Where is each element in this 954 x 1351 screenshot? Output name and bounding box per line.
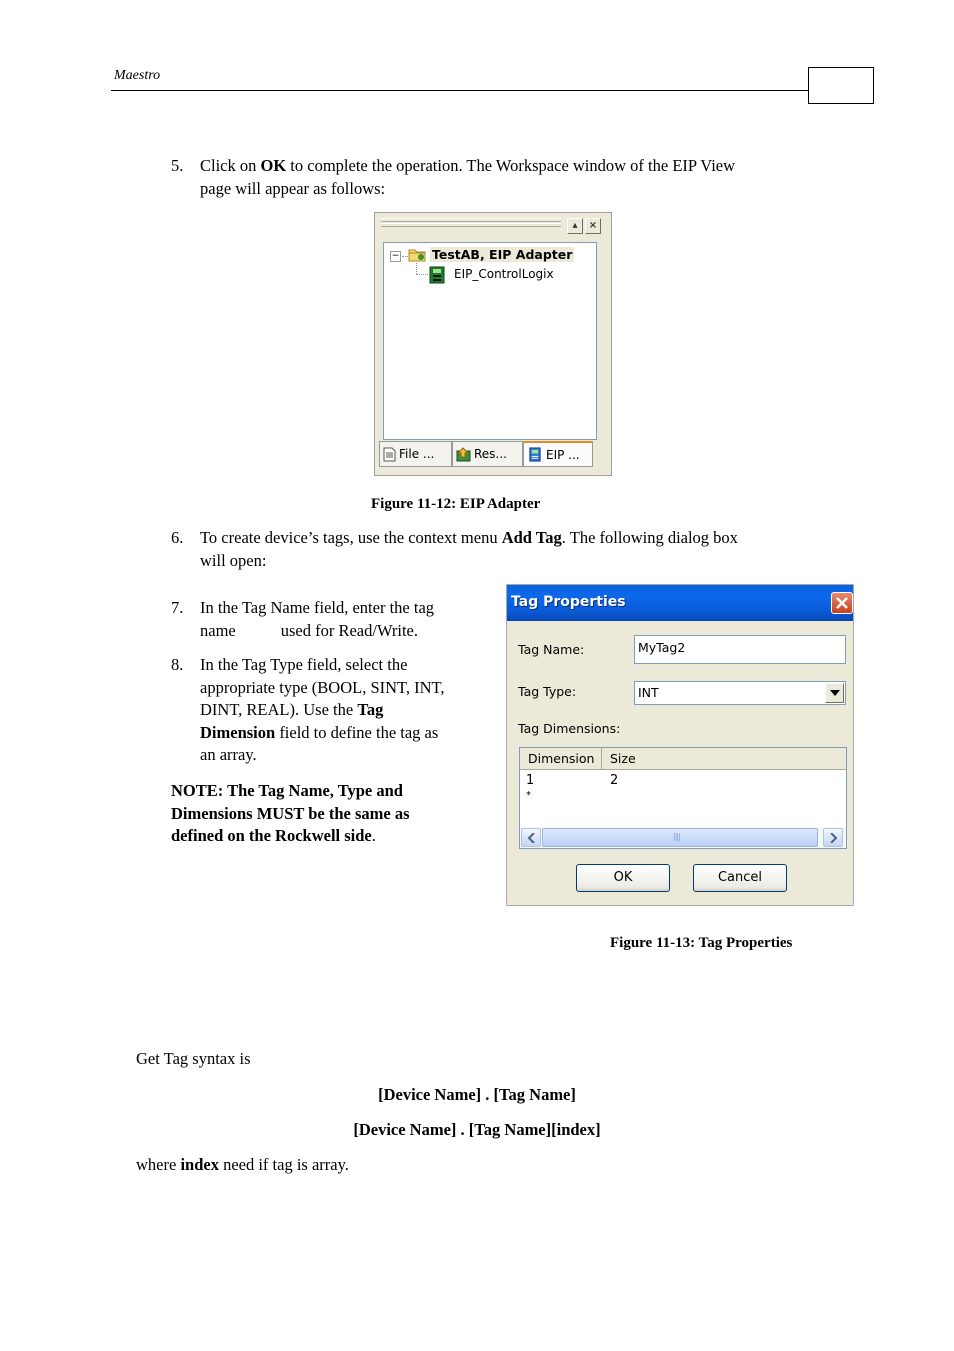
close-button[interactable]: × xyxy=(585,218,601,234)
step-number: 5. xyxy=(171,156,184,175)
figure-caption: Figure 11-12: EIP Adapter xyxy=(371,496,541,512)
scroll-left-button[interactable] xyxy=(521,828,541,847)
grid-header-dimension[interactable]: Dimension xyxy=(520,748,602,770)
collapse-toggle[interactable]: − xyxy=(391,251,400,261)
chevron-right-icon xyxy=(830,833,838,843)
step-6 xyxy=(171,527,183,550)
resources-icon xyxy=(456,447,471,462)
dialog-close-button[interactable] xyxy=(831,592,853,614)
step-text: page will appear as follows: xyxy=(200,178,386,198)
tag-type-label: Tag Type: xyxy=(518,684,577,699)
add-tag-emphasis: Add Tag xyxy=(501,528,562,547)
tab-resources[interactable] xyxy=(452,441,523,467)
tree-child-label[interactable]: EIP_ControlLogix xyxy=(454,267,554,281)
syntax-form-1: [Device Name] . [Tag Name] xyxy=(378,1085,576,1104)
scroll-thumb[interactable] xyxy=(542,828,818,847)
step-text: used for Read/Write. xyxy=(280,620,418,640)
step-text: name xyxy=(200,620,236,640)
tab-file[interactable] xyxy=(379,441,452,467)
note-text: NOTE: The Tag Name, Type and xyxy=(171,781,403,800)
scroll-right-button[interactable] xyxy=(823,828,843,847)
tree-root-label[interactable]: TestAB, EIP Adapter xyxy=(432,247,573,262)
step-number: 8. xyxy=(171,655,184,674)
dimension-emphasis: Dimension xyxy=(200,722,276,742)
tag-emphasis: Tag xyxy=(357,700,384,719)
note-text: Dimensions MUST be the same as xyxy=(171,803,410,823)
step-7 xyxy=(171,597,183,620)
header-rule xyxy=(111,90,809,91)
step-text: Click on xyxy=(200,156,261,175)
chevron-down-icon xyxy=(830,690,840,696)
workspace-window xyxy=(374,212,612,476)
tag-type-select[interactable] xyxy=(634,681,846,705)
gripper-bar xyxy=(381,218,561,222)
ok-emphasis: OK xyxy=(260,156,287,175)
step-text: will open: xyxy=(200,550,267,570)
workspace-tabs xyxy=(379,441,603,469)
step-text: field to define the tag as xyxy=(275,722,439,742)
syntax-where xyxy=(136,1154,349,1177)
tag-properties-dialog xyxy=(506,584,854,906)
tree-connector xyxy=(416,274,428,275)
body-text: where xyxy=(136,1155,181,1174)
close-icon xyxy=(835,596,849,610)
chevron-left-icon xyxy=(527,833,535,843)
step-text: In the Tag Name field, enter the tag xyxy=(200,598,435,617)
running-header-title: Maestro xyxy=(114,68,161,83)
scroll-grip: |||| xyxy=(673,832,680,841)
network-icon xyxy=(527,447,543,462)
note-text: defined on the Rockwell side xyxy=(171,826,372,845)
index-emphasis: index xyxy=(180,1155,219,1174)
dropdown-button[interactable] xyxy=(825,683,844,703)
grid-cell-size[interactable]: 2 xyxy=(610,773,619,788)
body-text: need if tag is array. xyxy=(218,1155,349,1174)
horizontal-scrollbar[interactable] xyxy=(520,827,846,848)
step-5-text xyxy=(200,155,830,200)
step-number: 7. xyxy=(171,598,184,617)
step-8 xyxy=(171,654,183,677)
folder-icon xyxy=(408,247,427,262)
tree-view[interactable] xyxy=(383,242,597,440)
new-row-marker: * xyxy=(526,790,531,801)
step-text: to complete the operation. The Workspace window of the EIP View xyxy=(286,156,736,175)
step-text: To create device’s tags, use the context menu xyxy=(200,528,502,547)
dialog-titlebar[interactable] xyxy=(507,585,853,621)
gripper-bar xyxy=(381,223,561,227)
cancel-button[interactable]: Cancel xyxy=(693,864,787,892)
tree-connector xyxy=(416,263,417,274)
step-text: In the Tag Type field, select the xyxy=(200,655,408,674)
grid-cell-dimension[interactable]: 1 xyxy=(526,773,535,788)
note-text: . xyxy=(371,826,376,845)
step-text: appropriate type (BOOL, SINT, INT, xyxy=(200,677,445,697)
tab-eip[interactable] xyxy=(523,441,593,467)
minimize-button[interactable]: ▴ xyxy=(567,218,583,234)
step-text: . The following dialog box xyxy=(561,528,738,547)
tag-dimensions-label: Tag Dimensions: xyxy=(518,721,621,736)
step-text: an array. xyxy=(200,745,257,764)
grid-header-size[interactable]: Size xyxy=(602,748,846,770)
syntax-intro: Get Tag syntax is xyxy=(136,1049,251,1068)
note-block xyxy=(171,780,471,848)
step-text: DINT, REAL). Use the xyxy=(200,700,358,719)
step-6-text xyxy=(200,527,830,572)
ok-button[interactable]: OK xyxy=(576,864,670,892)
step-7-text xyxy=(200,597,490,642)
page-number-box xyxy=(808,67,874,104)
dialog-title: Tag Properties xyxy=(511,594,626,610)
tab-label: Res... xyxy=(474,447,507,461)
dimensions-grid[interactable] xyxy=(519,747,847,849)
step-8-text xyxy=(200,654,495,767)
tab-label: EIP ... xyxy=(546,447,580,462)
tab-label: File ... xyxy=(399,447,435,461)
step-number: 6. xyxy=(171,528,184,547)
device-icon xyxy=(429,266,445,284)
tag-name-input[interactable]: MyTag2 xyxy=(634,635,846,664)
step-5 xyxy=(171,155,183,178)
syntax-form-2: [Device Name] . [Tag Name][index] xyxy=(353,1120,601,1139)
tag-name-label: Tag Name: xyxy=(518,642,585,657)
figure-caption: Figure 11-13: Tag Properties xyxy=(610,935,793,951)
tag-type-value: INT xyxy=(638,685,659,700)
document-icon xyxy=(383,447,396,462)
